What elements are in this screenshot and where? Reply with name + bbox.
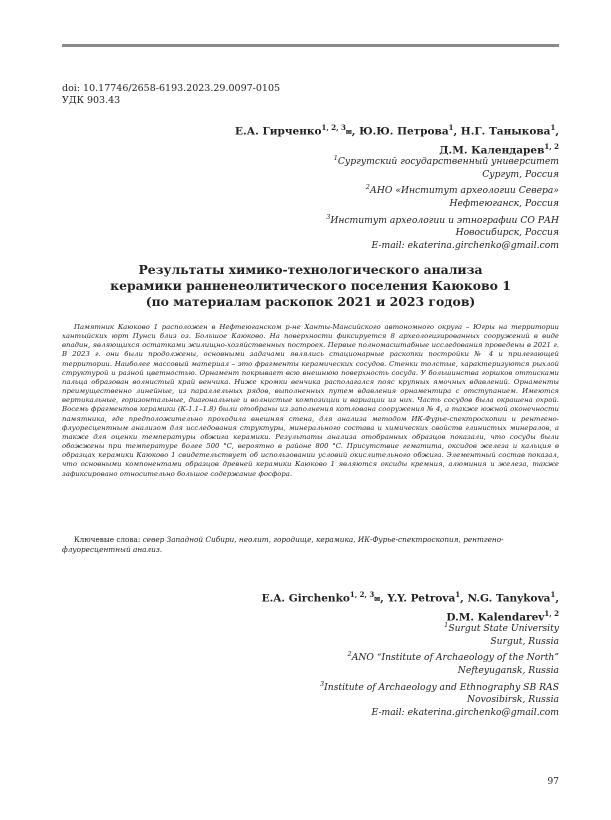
author-affil-ref: 1, 2, 3 [349,590,375,599]
affiliation-number: 3 [320,679,325,688]
author-affil-ref: 1, 2, 3 [321,123,346,132]
author-name: Е.А. Гирченко [234,125,322,138]
affiliation-name: $^1$Surgut State University [444,621,559,635]
affiliation-number: 2 [365,183,370,192]
author-affil-ref: 1 [550,590,556,599]
author-separator: , [555,125,559,138]
affiliation-number: 1 [444,621,449,629]
doi: doi: 10.17746/2658-6193.2023.29.0097-0105 [62,83,281,94]
author-affil-ref: 1, 2 [544,141,559,151]
author-name: , Ю.Ю. Петрова [351,125,449,138]
affiliation-number: 2 [347,650,352,659]
affiliations-ru [326,152,559,252]
article-meta [62,83,280,107]
email-link[interactable]: E-mail: ekaterina.girchenko@gmail.com [371,239,559,251]
author-separator: , [555,592,559,605]
keywords-label: Ключевые слова: [74,535,141,544]
author-affil-ref: 1, 2 [544,608,559,618]
envelope-icon[interactable]: ✉ [345,127,352,137]
title-line: (по материалам раскопок 2021 и 2023 годов) [145,294,476,309]
title-line: Результаты химико-технологического анализа [138,262,483,277]
email-link[interactable]: E-mail: ekaterina.girchenko@gmail.com [371,706,559,718]
title-line: керамики ранненеолитического поселения Каюково 1 [110,278,511,293]
affiliation-name: $^2$АНО «Институт археологии Севера» [365,183,559,197]
authors-en-line1 [262,588,559,607]
author-name: , Y.Y. Petrova [380,592,456,605]
author-name: D.M. Kalendarev [446,611,545,623]
keywords-value: север Западной Сибири, неолит, городище, керамика, ИК-Фурье-спектроскопия, рентгено-флуоресцентный анализ. [62,535,504,554]
affiliation-city: Novosibirsk, Russia [467,694,559,706]
affiliation-name: $^2$ANO “Institute of Archaeology of the North” [347,650,559,664]
affiliations-en [320,619,559,719]
affiliation-city: Сургут, Россия [482,168,559,180]
affiliation-city: Новосибирск, Россия [455,227,559,239]
abstract: Памятник Каюково 1 расположен в Нефтеюганском р-не Ханты-Мансийского автономного округа – Югры на территории хантыйских юрт Пунси близ оз. Большое Каюково. На поверхности фиксируется 8 археологизированных сооружений в виде впадин, являющихся остатками жилищно-хозяйственных построек. Первые полномасштабные исследования проведены в 2021 г. В 2023 г. они были продолжены, основными задачами являлись стационарные раскопки постройки № 4 и прилегающей территории. Наиболее массовый материал – это фрагменты керамических сосудов. Стенки толстые, характеризуются рыхлой структурой и разной цветностью. Орнамент покрывает всю внешнюю поверхность сосуда. У большинства горшков оттисками пальца образован волнистый край венчика. Ниже кромки венчика располагался пояс крупных ямочных вдавлений. Орнаменты преимущественно линейные, из параллельных рядов, выполненных путем вдавления орнаментира с отступанием. Имеются вертикальные, горизонтальные, диагональные и волнистые композиции и вариации из них. Часть сосудов была окрашена охрой. Восемь фрагментов керамики (К-1.1–1.8) были отобраны из заполнения котлована сооружения № 4, а также южной оконечности памятника, где предположительно проходила внешняя стена, для анализа методом ИК-Фурье-спектроскопии и рентгено-флуоресцентным анализом для исследования структуры, минерального состава и химических свойств глинистых минералов, а также для оценки температуры обжига керамики. Результаты анализа отобранных образцов показали, что сосуды были обожжены при температуре более 500 °C, вероятно в районе 800 °C. Присутствие гематита, оксидов железа и кальция в образцах керамики Каюково 1 свидетельствует об использовании условий окислительного обжига. Элементный состав показал, что основными компонентами образцов древней керамики Каюково 1 являются оксиды кремния, алюминия и железа, также зафиксировано относительно большое содержание фосфора. [62,323,559,478]
affiliation-name: $^1$Сургутский государственный университет [333,154,559,168]
envelope-icon[interactable]: ✉ [374,594,381,604]
author-name: , Н.Г. Таныкова [453,125,551,138]
page-number: 97 [547,777,559,787]
article-title [62,262,559,310]
affiliation-city: Нефтеюганск, Россия [449,197,559,209]
author-affil-ref: 1 [550,123,556,132]
author-name: E.A. Girchenko [261,592,350,605]
affiliation-name: $^3$Институт археологии и этнографии СО РАН [326,212,559,226]
author-affil-ref: 1 [448,123,454,132]
top-rule [62,44,559,47]
affiliation-number: 3 [326,212,331,221]
affiliation-name: $^3$Institute of Archaeology and Ethnography SB RAS [320,679,559,693]
affiliation-city: Surgut, Russia [490,635,559,647]
affiliation-number: 1 [333,154,338,162]
author-name: , N.G. Tanykova [460,592,551,605]
authors-ru-line1 [235,121,559,140]
keywords [62,535,559,555]
udc: УДК 903.43 [62,95,121,106]
author-name: Д.М. Календарев [439,144,545,156]
affiliation-city: Nefteyugansk, Russia [457,664,559,676]
author-affil-ref: 1 [455,590,461,599]
